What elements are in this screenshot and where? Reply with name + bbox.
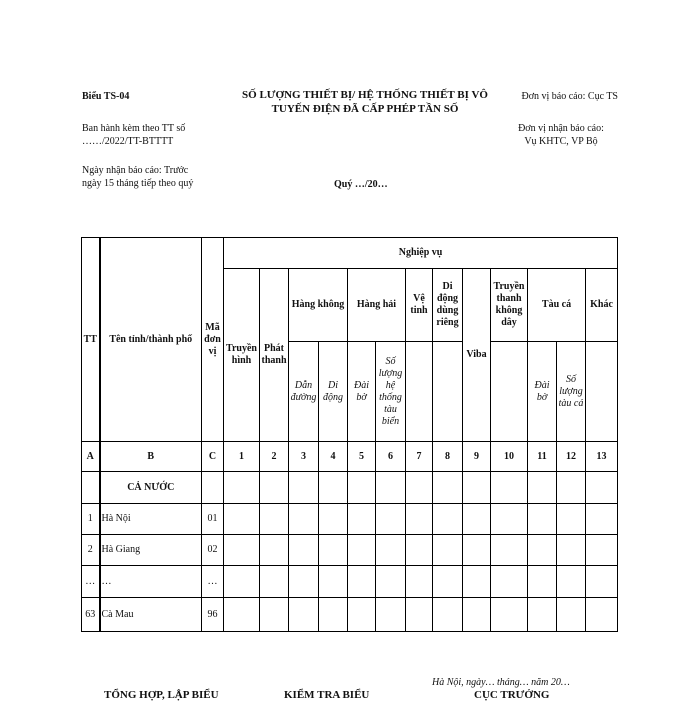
sub-so-luong-tau-ca: Số lượng tàu cá <box>557 342 586 442</box>
footer-checker: KIỂM TRA BIỂU <box>284 689 370 701</box>
deadline-line1: Ngày nhận báo cáo: Trước <box>82 165 189 176</box>
sub-dai-bo-tau-ca: Đài bờ <box>528 342 557 442</box>
receiving-label: Đơn vị nhận báo cáo: <box>518 123 604 134</box>
header-hang-hai: Hàng hải <box>348 269 406 342</box>
report-title-line1: SỐ LƯỢNG THIẾT BỊ/ HỆ THỐNG THIẾT BỊ VÔ <box>242 89 488 101</box>
issued-by <box>82 122 185 148</box>
header-nghiep-vu: Nghiệp vụ <box>224 238 618 269</box>
header-di-dong-rieng: Di động dùng riêng <box>433 269 463 342</box>
sub-truyen-thanh-empty <box>491 342 528 442</box>
footer-director: CỤC TRƯỞNG <box>474 689 550 701</box>
sub-khac-empty <box>586 342 618 442</box>
issued-line2: ……/2022/TT-BTTTT <box>82 136 174 147</box>
sub-dai-bo: Đài bờ <box>348 342 376 442</box>
receiving-unit <box>496 122 626 148</box>
quarter-label: Quý …/20… <box>334 179 388 190</box>
col-label-10: 10 <box>491 442 528 472</box>
row-tt: 2 <box>82 535 100 566</box>
data-table <box>81 237 618 632</box>
header-viba: Viba <box>463 269 491 442</box>
col-label-b: B <box>100 442 202 472</box>
footer-date-place: Hà Nội, ngày… tháng… năm 20… <box>432 677 570 688</box>
row-name: … <box>100 566 202 598</box>
header-ve-tinh: Vệ tinh <box>406 269 433 342</box>
col-label-5: 5 <box>348 442 376 472</box>
report-title-line2: TUYẾN ĐIỆN ĐÃ CẤP PHÉP TẦN SỐ <box>271 103 459 115</box>
col-label-11: 11 <box>528 442 557 472</box>
row-tt: 63 <box>82 598 100 632</box>
row-code: 01 <box>202 504 224 535</box>
col-label-13: 13 <box>586 442 618 472</box>
report-title <box>225 88 505 116</box>
form-code: Biểu TS-04 <box>82 91 130 102</box>
sub-dan-duong: Dẫn đường <box>289 342 319 442</box>
col-label-9: 9 <box>463 442 491 472</box>
footer-compiler: TỔNG HỢP, LẬP BIỂU <box>104 689 219 701</box>
col-label-3: 3 <box>289 442 319 472</box>
row-tt: 1 <box>82 504 100 535</box>
header-khac: Khác <box>586 269 618 342</box>
issued-line1: Ban hành kèm theo TT số <box>82 123 186 134</box>
col-label-4: 4 <box>319 442 348 472</box>
sub-so-luong-tau-bien: Số lượng hệ thống tàu biển <box>376 342 406 442</box>
row-code: 02 <box>202 535 224 566</box>
deadline-line2: ngày 15 tháng tiếp theo quý <box>82 178 194 189</box>
table-row <box>82 535 618 566</box>
row-name: Hà Nội <box>100 504 202 535</box>
col-label-c: C <box>202 442 224 472</box>
table-row <box>82 504 618 535</box>
sub-ve-tinh-empty <box>406 342 433 442</box>
header-tt: TT <box>82 238 100 442</box>
header-phat-thanh: Phát thanh <box>260 269 289 442</box>
header-code: Mã đơn vị <box>202 238 224 442</box>
row-name: Hà Giang <box>100 535 202 566</box>
row-code: 96 <box>202 598 224 632</box>
col-label-1: 1 <box>224 442 260 472</box>
header-name: Tên tỉnh/thành phố <box>100 238 202 442</box>
header-hang-khong: Hàng không <box>289 269 348 342</box>
total-label: CẢ NƯỚC <box>100 472 202 504</box>
total-row <box>82 472 618 504</box>
col-label-a: A <box>82 442 100 472</box>
row-name: Cà Mau <box>100 598 202 632</box>
sub-di-dong-rieng-empty <box>433 342 463 442</box>
col-label-8: 8 <box>433 442 463 472</box>
reporting-unit: Đơn vị báo cáo: Cục TS <box>521 91 618 102</box>
header-tau-ca: Tàu cá <box>528 269 586 342</box>
header-truyen-thanh: Truyền thanh không dây <box>491 269 528 342</box>
row-code: … <box>202 566 224 598</box>
col-label-2: 2 <box>260 442 289 472</box>
receiving-value: Vụ KHTC, VP Bộ <box>524 136 598 147</box>
table-row <box>82 566 618 598</box>
table-row <box>82 598 618 632</box>
col-label-12: 12 <box>557 442 586 472</box>
header-truyen-hinh: Truyền hình <box>224 269 260 442</box>
col-label-6: 6 <box>376 442 406 472</box>
row-tt: … <box>82 566 100 598</box>
sub-di-dong: Di động <box>319 342 348 442</box>
deadline <box>82 164 193 190</box>
col-label-7: 7 <box>406 442 433 472</box>
